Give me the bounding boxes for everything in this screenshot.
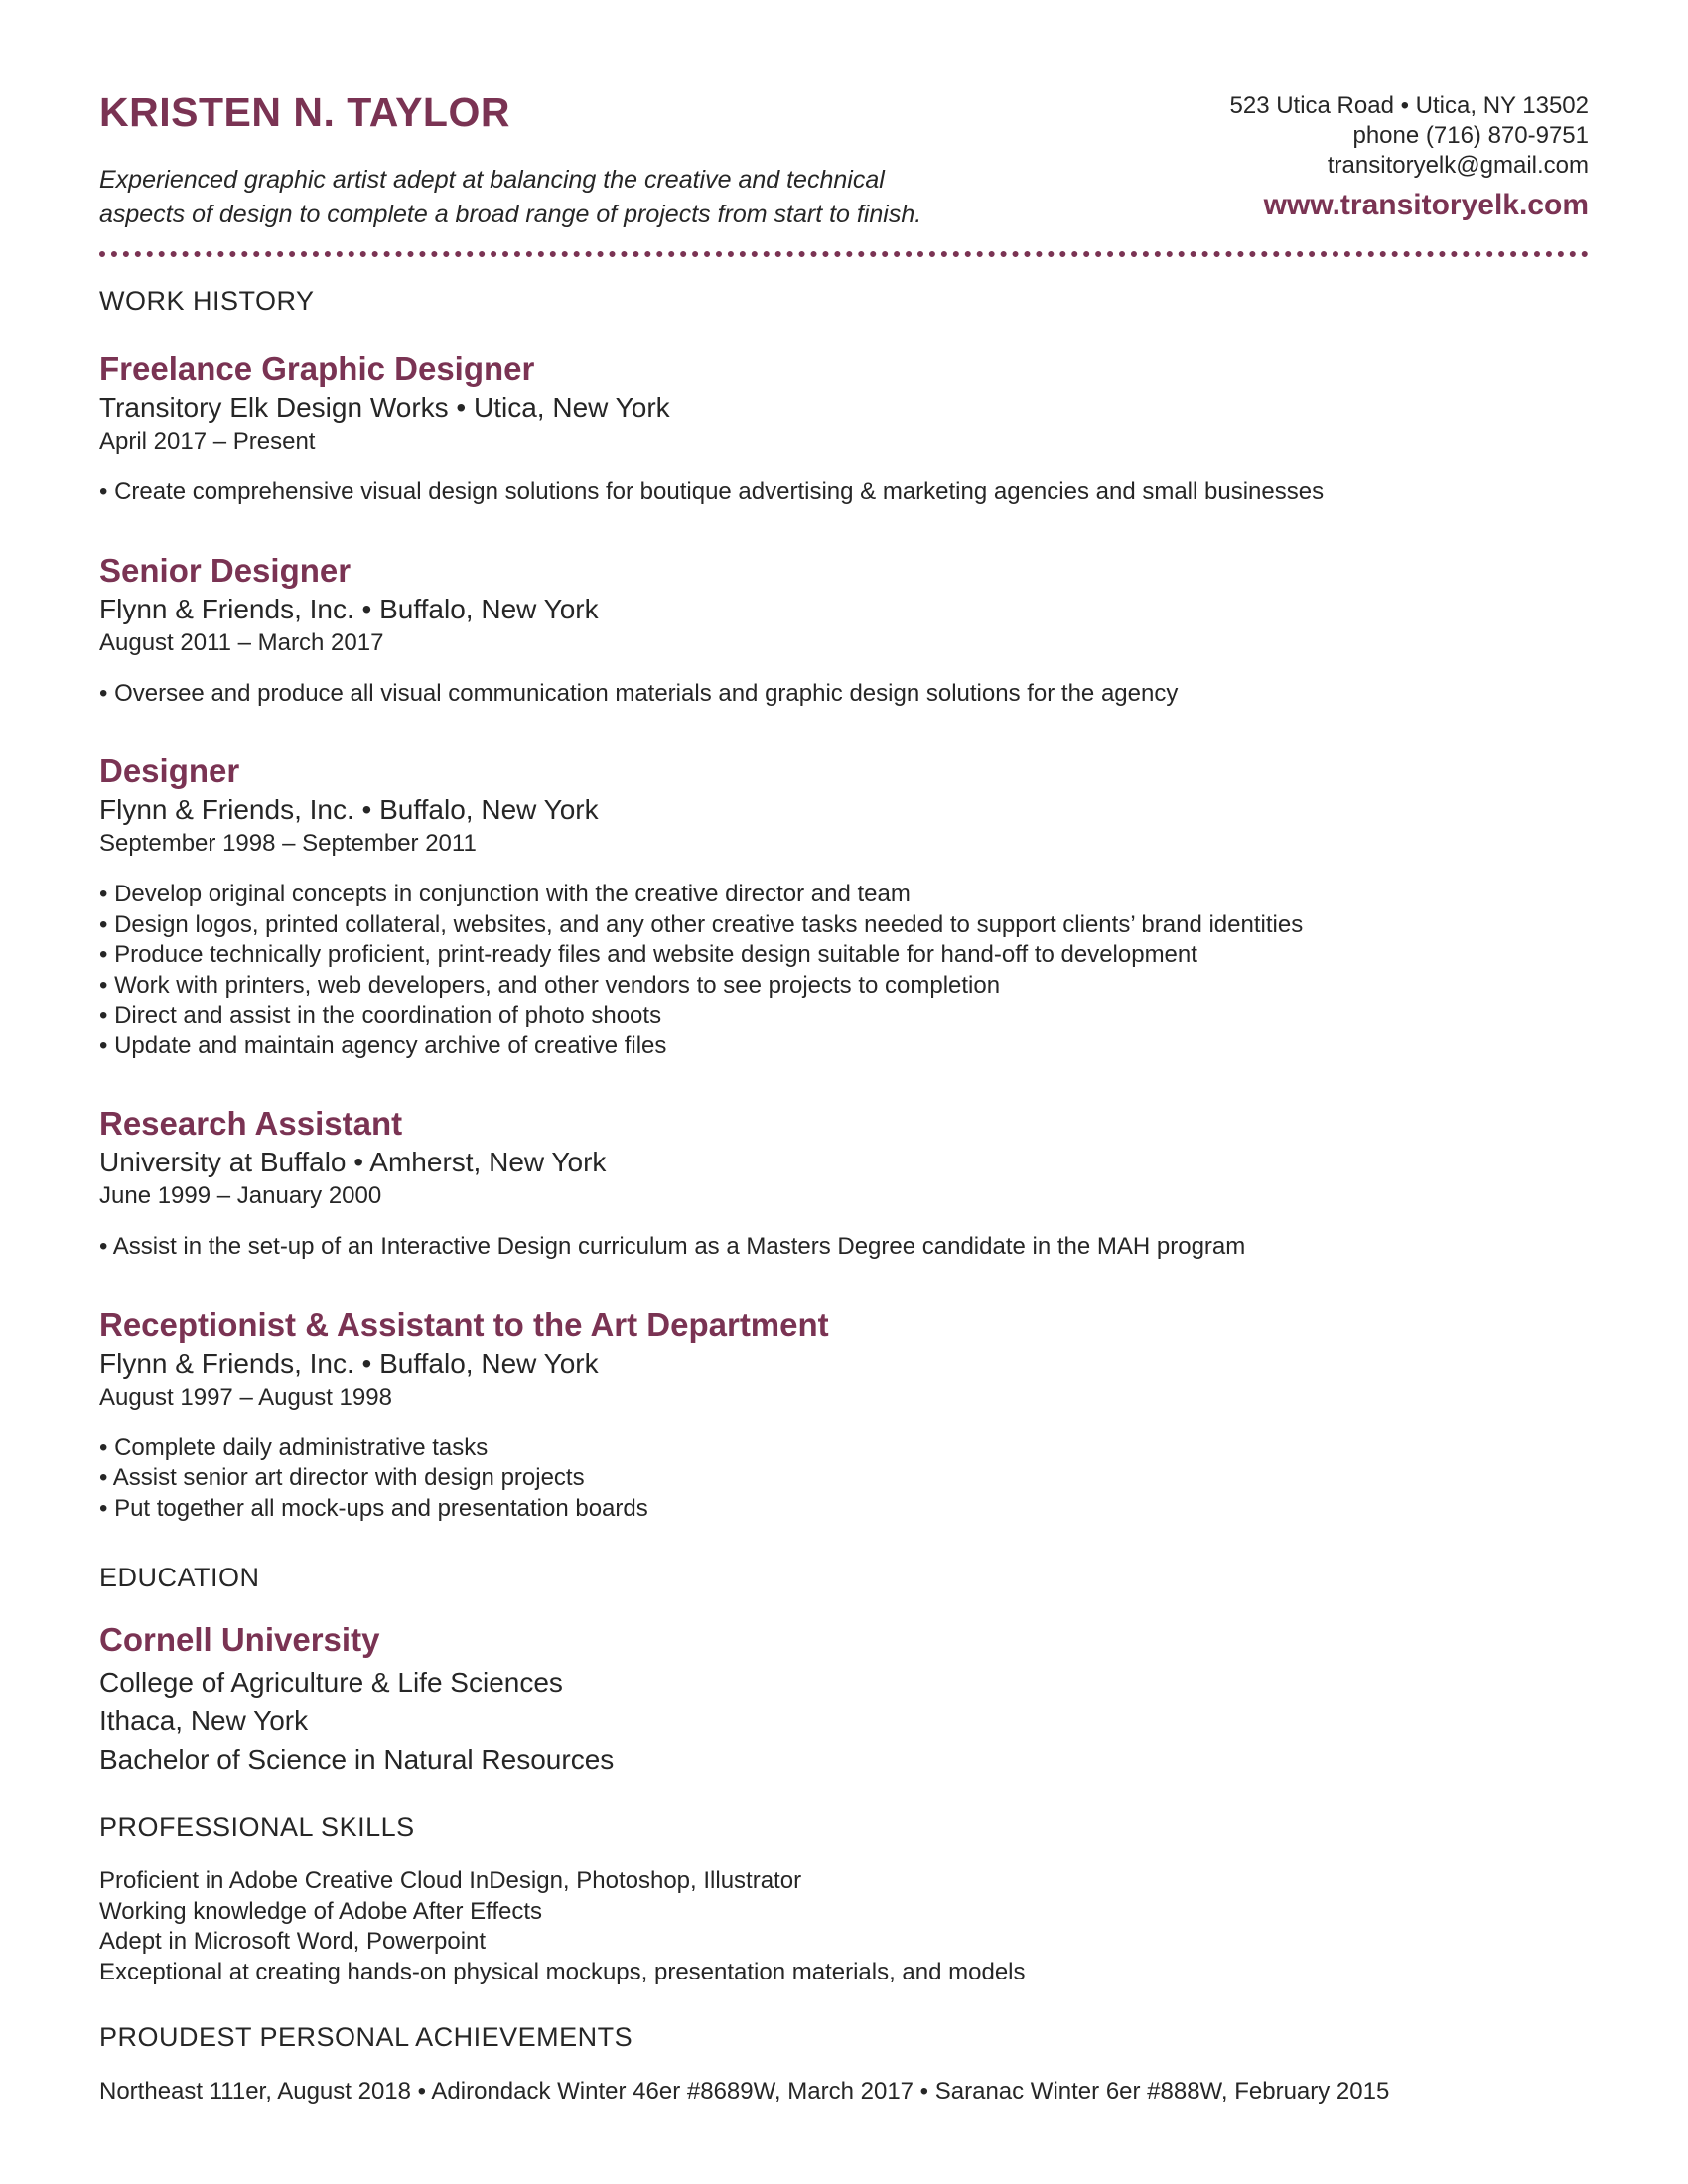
skill-line: Exceptional at creating hands-on physical mockups, presentation materials, and models (99, 1958, 1026, 1985)
bullet-item: • Produce technically proficient, print-ready files and website design suitable for hand-off to development (99, 941, 1197, 968)
bullet-item: • Put together all mock-ups and presentation boards (99, 1494, 648, 1522)
job-entry (99, 751, 1589, 1061)
email: transitoryelk@gmail.com (1327, 152, 1589, 179)
summary-line: aspects of design to complete a broad range of projects from start to finish. (99, 201, 922, 228)
job-title: Designer (99, 752, 240, 789)
skill-line: Proficient in Adobe Creative Cloud InDesign, Photoshop, Illustrator (99, 1867, 802, 1894)
job-organization: Flynn & Friends, Inc. • Buffalo, New York (99, 794, 599, 825)
bullet-item: • Design logos, printed collateral, websites, and any other creative tasks needed to support clients’ brand identities (99, 910, 1304, 938)
candidate-name: KRISTEN N. TAYLOR (99, 89, 510, 135)
section-heading: WORK HISTORY (99, 286, 315, 316)
job-bullets (99, 1433, 1589, 1525)
education-line: Ithaca, New York (99, 1706, 309, 1736)
bullet-item: • Complete daily administrative tasks (99, 1433, 489, 1461)
work-history-section (99, 283, 1589, 1524)
resume-header (99, 89, 1589, 248)
job-dates: September 1998 – September 2011 (99, 830, 477, 857)
job-entry (99, 348, 1589, 508)
bullet-item: • Develop original concepts in conjunction with the creative director and team (99, 881, 911, 907)
education-line: College of Agriculture & Life Sciences (99, 1667, 563, 1698)
job-title: Receptionist & Assistant to the Art Department (99, 1305, 829, 1343)
bullet-item: • Assist in the set-up of an Interactive Design curriculum as a Masters Degree candidate in the MAH program (99, 1233, 1246, 1260)
education-section (99, 1560, 1589, 1779)
job-organization: Transitory Elk Design Works • Utica, New York (99, 392, 670, 423)
job-entry (99, 550, 1589, 710)
section-heading: PROFESSIONAL SKILLS (99, 1812, 415, 1842)
dotted-divider (99, 251, 1589, 257)
summary (99, 163, 1092, 232)
skill-line: Working knowledge of Adobe After Effects (99, 1897, 543, 1925)
bullet-item: • Oversee and produce all visual communication materials and graphic design solutions for the agency (99, 679, 1179, 707)
bullet-item: • Assist senior art director with design projects (99, 1464, 585, 1491)
skills-list (99, 1866, 1589, 1987)
website-link[interactable]: www.transitoryelk.com (1263, 189, 1589, 221)
job-organization: Flynn & Friends, Inc. • Buffalo, New York (99, 1347, 599, 1379)
school-name: Cornell University (99, 1621, 380, 1658)
job-bullets (99, 679, 1589, 710)
achievements-text: Northeast 111er, August 2018 • Adirondack Winter 46er #8689W, March 2017 • Saranac Winter 6er #888W, February 2015 (99, 2078, 1390, 2105)
job-dates: August 1997 – August 1998 (99, 1383, 392, 1411)
summary-line: Experienced graphic artist adept at balancing the creative and technical (99, 166, 885, 194)
bullet-item: • Work with printers, web developers, and other vendors to see projects to completion (99, 971, 1001, 999)
job-bullets (99, 880, 1589, 1061)
job-title: Freelance Graphic Designer (99, 350, 535, 387)
job-bullets (99, 478, 1589, 508)
job-list (99, 348, 1589, 1524)
bullet-item: • Create comprehensive visual design solutions for boutique advertising & marketing agencies and small businesses (99, 478, 1325, 505)
job-organization: University at Buffalo • Amherst, New York (99, 1147, 607, 1177)
skill-line: Adept in Microsoft Word, Powerpoint (99, 1928, 487, 1955)
job-organization: Flynn & Friends, Inc. • Buffalo, New York (99, 593, 599, 624)
bullet-item: • Update and maintain agency archive of creative files (99, 1031, 667, 1059)
skills-section (99, 1809, 1589, 1987)
education-line: Bachelor of Science in Natural Resources (99, 1744, 615, 1775)
job-dates: April 2017 – Present (99, 428, 316, 455)
contact-block (1230, 91, 1590, 222)
address: 523 Utica Road • Utica, NY 13502 (1229, 92, 1589, 119)
section-heading: EDUCATION (99, 1563, 260, 1592)
job-entry (99, 1103, 1589, 1263)
job-title: Research Assistant (99, 1105, 403, 1142)
job-dates: June 1999 – January 2000 (99, 1182, 382, 1209)
resume-body (99, 283, 1589, 2107)
job-entry (99, 1304, 1589, 1525)
job-bullets (99, 1232, 1589, 1263)
job-title: Senior Designer (99, 551, 352, 589)
bullet-item: • Direct and assist in the coordination of photo shoots (99, 1002, 662, 1028)
achievements-section (99, 2019, 1589, 2107)
phone: phone (716) 870-9751 (1352, 122, 1589, 149)
education-details (99, 1663, 1589, 1779)
job-dates: August 2011 – March 2017 (99, 628, 384, 656)
section-heading: PROUDEST PERSONAL ACHIEVEMENTS (99, 2022, 633, 2052)
